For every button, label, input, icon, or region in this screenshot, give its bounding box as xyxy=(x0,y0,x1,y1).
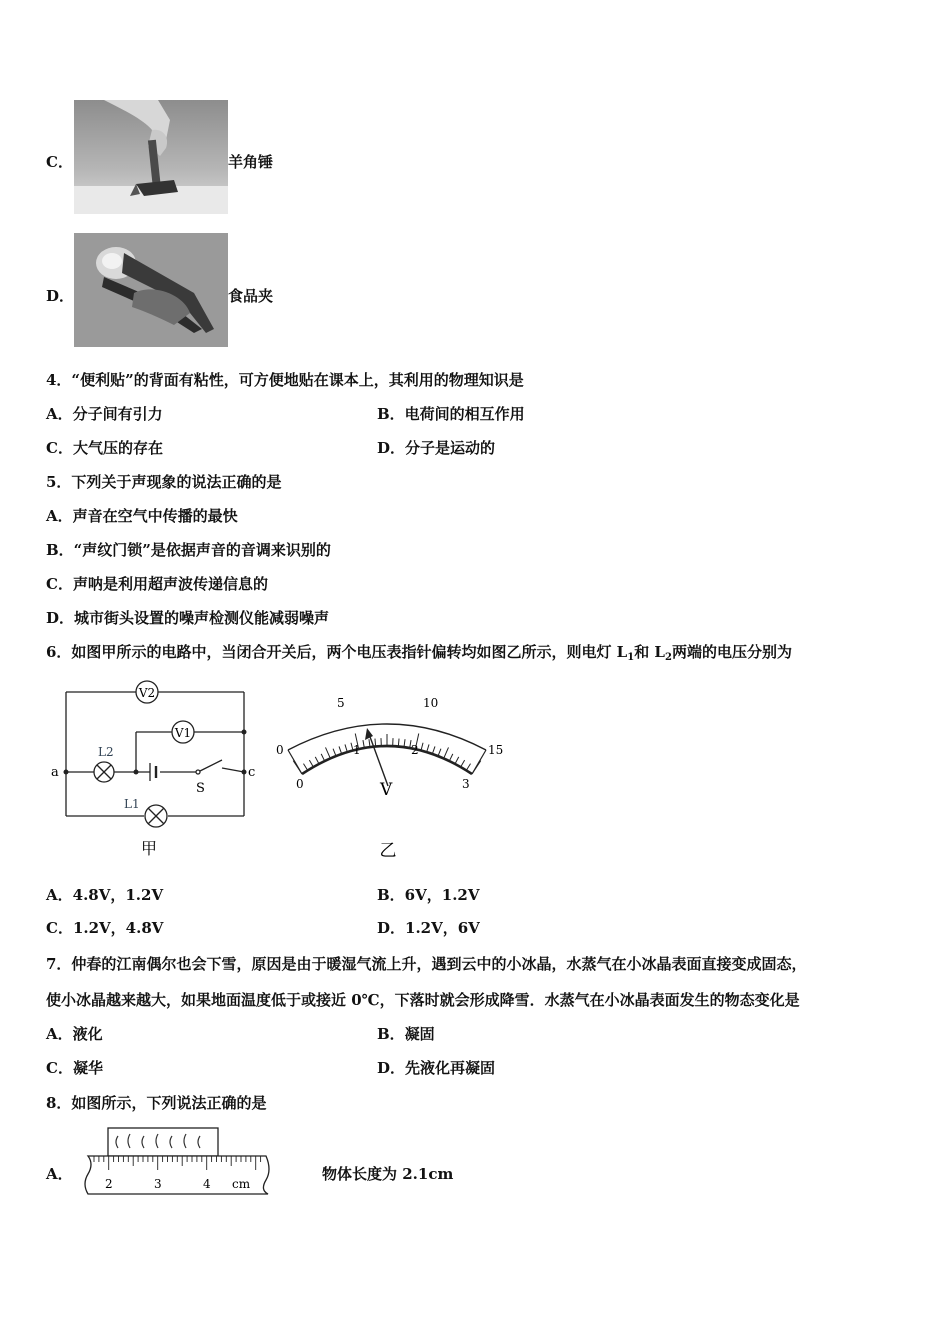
q7-stem-line2: 使小冰晶越来越大，如果地面温度低于或接近 0℃，下落时就会形成降雪．水蒸气在小冰晶表面发生的物态变化是 xyxy=(46,991,800,1009)
q6-stem xyxy=(46,642,792,665)
q6-option-d: D．1.2V，6V xyxy=(377,919,480,937)
lamp-l1-label: L1 xyxy=(124,797,140,811)
q5-stem: 5．下列关于声现象的说法正确的是 xyxy=(46,473,282,491)
dial-tick xyxy=(427,744,429,752)
q3-option-d-label: 食品夹 xyxy=(228,287,274,305)
outer-label-15: 15 xyxy=(488,743,504,757)
dial-tick xyxy=(472,761,481,774)
food-tongs-photo xyxy=(74,233,228,347)
q8-stem: 8．如图所示，下列说法正确的是 xyxy=(46,1094,267,1112)
q6-stem-sub2: 2 xyxy=(664,652,672,663)
q4-stem: 4．“便利贴”的背面有粘性，可方便地贴在课本上，其利用的物理知识是 xyxy=(46,371,524,389)
q5-option-a: A．声音在空气中传播的最快 xyxy=(46,507,238,525)
dial-ticks xyxy=(293,733,481,774)
lamp-l1-symbol xyxy=(145,805,167,827)
q6-option-c: C．1.2V，4.8V xyxy=(46,919,164,937)
dial-tick xyxy=(449,754,452,761)
q3-option-c-label: 羊角锤 xyxy=(228,153,274,171)
meter-pointer xyxy=(369,734,388,786)
ruler-label-2: 2 xyxy=(105,1177,113,1191)
ruler-figure xyxy=(74,1124,284,1200)
q6-option-a: A．4.8V，1.2V xyxy=(46,886,164,904)
q6-option-b: B．6V，1.2V xyxy=(377,886,480,904)
dial-tick xyxy=(432,746,435,754)
measured-object xyxy=(108,1128,218,1156)
node-a-label: a xyxy=(51,765,59,780)
ruler-label-4: 4 xyxy=(203,1177,211,1191)
lamp-l2-symbol xyxy=(94,762,114,782)
q4-option-d: D．分子是运动的 xyxy=(377,439,496,457)
ruler-unit: cm xyxy=(232,1177,251,1191)
q8-option-a-text: 物体长度为 2.1cm xyxy=(322,1165,454,1183)
switch-label: S xyxy=(196,781,205,796)
dial-tick xyxy=(326,747,331,758)
dial-tick xyxy=(375,739,376,747)
q7-option-c: C．凝华 xyxy=(46,1059,103,1077)
dial-tick xyxy=(438,749,441,756)
q6-stem-part1: 6．如图甲所示的电路中，当闭合开关后，两个电压表指针偏转均如图乙所示，则电灯 L xyxy=(46,643,628,661)
inner-label-1: 1 xyxy=(353,743,361,757)
outer-label-5: 5 xyxy=(337,696,345,710)
dial-tick xyxy=(455,757,459,764)
outer-label-0: 0 xyxy=(276,743,284,757)
dial-tick xyxy=(363,740,364,748)
inner-label-3: 3 xyxy=(462,777,470,791)
q6-stem-sub1: 1 xyxy=(627,652,635,663)
dial-tick xyxy=(303,764,307,771)
dial-tick xyxy=(398,739,399,747)
dial-tick xyxy=(466,764,470,771)
dial-tick xyxy=(345,744,347,752)
q7-option-a: A．液化 xyxy=(46,1025,103,1043)
q6-stem-part3: 两端的电压分别为 xyxy=(671,643,792,661)
dial-tick xyxy=(444,747,449,758)
inner-label-2: 2 xyxy=(411,743,419,757)
q7-stem-line1: 7．仲春的江南偶尔也会下雪，原因是由于暖湿气流上升，遇到云中的小冰晶，水蒸气在小冰晶表面直接变成固态， xyxy=(46,955,807,973)
q5-option-d: D．城市街头设置的噪声检测仪能减弱噪声 xyxy=(46,609,330,627)
q7-option-b: B．凝固 xyxy=(377,1025,435,1043)
dial-tick xyxy=(333,749,336,756)
voltmeter-v1-label: V1 xyxy=(174,726,192,740)
dial-tick xyxy=(339,746,342,754)
q6-stem-part2: 和 L xyxy=(634,643,665,661)
dial-tick xyxy=(321,754,324,761)
node-c-label: c xyxy=(248,765,256,780)
circuit-caption: 甲 xyxy=(140,839,158,858)
ruler-label-3: 3 xyxy=(154,1177,162,1191)
dial-tick xyxy=(309,760,313,767)
q5-option-c: C．声呐是利用超声波传递信息的 xyxy=(46,575,268,593)
dial-tick xyxy=(293,761,302,774)
inner-label-0: 0 xyxy=(296,777,304,791)
voltmeter-v2-label: V2 xyxy=(138,686,156,700)
q4-option-b: B．电荷间的相互作用 xyxy=(377,405,525,423)
q3-option-d-key: D． xyxy=(46,287,75,305)
q3-option-c-key: C． xyxy=(46,153,73,171)
q4-option-c: C．大气压的存在 xyxy=(46,439,163,457)
outer-label-10: 10 xyxy=(423,696,439,710)
dial-tick xyxy=(421,743,423,751)
q4-option-a: A．分子间有引力 xyxy=(46,405,163,423)
dial-tick xyxy=(461,760,465,767)
circuit-diagram xyxy=(46,676,256,862)
voltmeter-dial xyxy=(262,688,522,864)
q8-option-a-key: A． xyxy=(46,1165,73,1183)
meter-caption: 乙 xyxy=(379,841,397,861)
q7-option-d: D．先液化再凝固 xyxy=(377,1059,496,1077)
hammer-photo xyxy=(74,100,228,214)
lamp-l2-label: L2 xyxy=(98,745,114,759)
q5-option-b: B．“声纹门锁”是依据声音的音调来识别的 xyxy=(46,541,331,559)
dial-tick xyxy=(315,757,319,764)
meter-unit: V xyxy=(380,780,393,800)
